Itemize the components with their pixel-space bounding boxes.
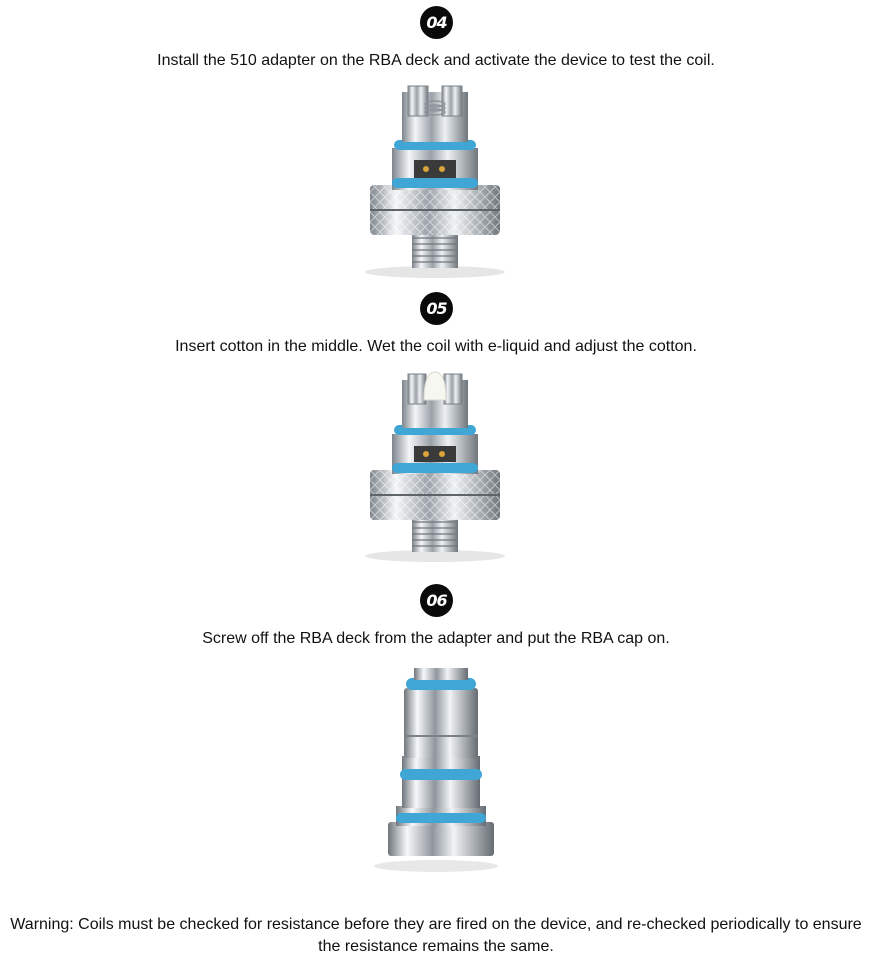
step-number-badge: 06 [420,584,453,617]
step-instruction: Install the 510 adapter on the RBA deck and activate the device to test the coil. [157,52,715,69]
step-06 [0,580,872,900]
resistance-warning [0,914,872,958]
step-instruction: Screw off the RBA deck from the adapter and put the RBA cap on. [202,630,670,647]
step-04 [0,0,872,290]
rba-coil-with-cap-image [366,666,506,876]
step-number-badge: 05 [420,292,453,325]
step-instruction: Insert cotton in the middle. Wet the coil with e-liquid and adjust the cotton. [175,338,697,355]
warning-line-2: the resistance remains the same. [318,938,554,955]
step-05 [0,290,872,580]
step-number-badge: 04 [420,6,453,39]
warning-line-1: Warning: Coils must be checked for resistance before they are fired on the device, and re-checked periodically to ensure [10,916,862,933]
rba-deck-with-cotton-image [330,370,540,565]
rba-deck-with-510-adapter-image [330,82,540,282]
